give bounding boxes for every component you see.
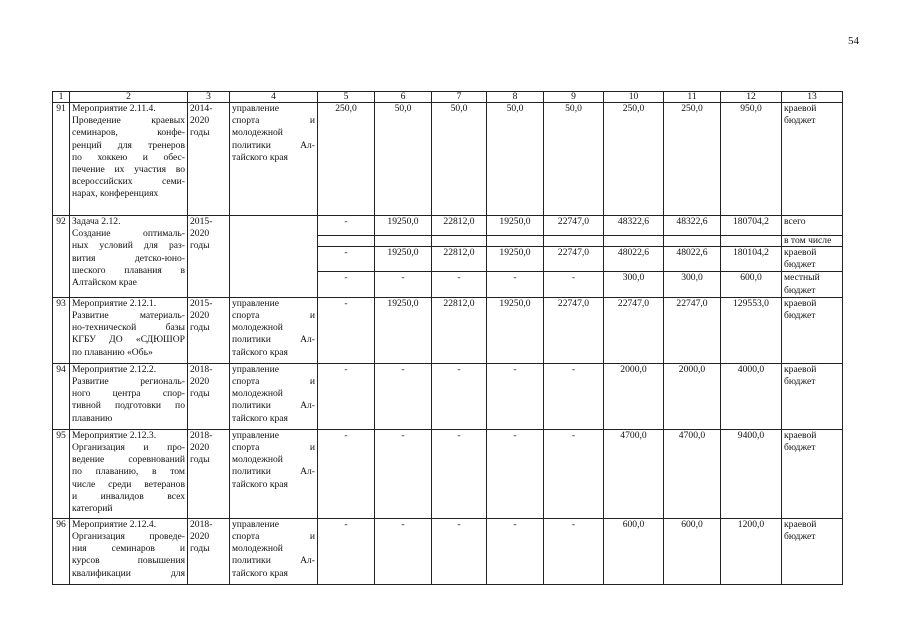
value-cell: 300,0 — [604, 272, 664, 297]
funding-source — [782, 247, 843, 272]
name-line: по плаванию, в том — [72, 466, 185, 478]
name-line: Развитие региональ- — [72, 376, 185, 388]
value-cell: 19250,0 — [487, 297, 544, 363]
years-line: 2020 — [190, 442, 210, 454]
executor-line: спорта и — [232, 115, 315, 127]
value-cell: 4700,0 — [604, 429, 664, 518]
value-cell: - — [432, 518, 487, 584]
executor-cell — [230, 429, 318, 518]
value-cell: 250,0 — [604, 103, 664, 216]
years-line: 2020 — [190, 115, 210, 127]
value-cell: 600,0 — [604, 518, 664, 584]
source-line: краевой — [784, 363, 817, 375]
value-cell: - — [487, 363, 544, 429]
name-line: ренций для тренеров — [72, 139, 185, 151]
value-cell: - — [487, 429, 544, 518]
name-line: ведение соревнований — [72, 454, 185, 466]
name-line: ных условий для раз- — [72, 240, 185, 252]
years-cell — [188, 518, 230, 584]
value-cell: - — [375, 363, 432, 429]
value-cell: 22747,0 — [544, 247, 604, 272]
measure-name — [70, 103, 188, 216]
value-cell: - — [318, 518, 375, 584]
column-header: 5 — [318, 92, 375, 103]
value-cell: 19250,0 — [375, 297, 432, 363]
name-line: по хоккею и обес- — [72, 151, 185, 163]
name-line: Создание оптималь- — [72, 228, 185, 240]
funding-source — [782, 103, 843, 216]
name-line: Мероприятие 2.12.1. — [72, 297, 157, 309]
name-line: но-технической базы — [72, 322, 185, 334]
value-cell: - — [432, 363, 487, 429]
value-cell: 22812,0 — [432, 297, 487, 363]
executor-cell — [230, 216, 318, 298]
value-cell: - — [375, 429, 432, 518]
value-cell: - — [544, 518, 604, 584]
name-line: вития детско-юно- — [72, 252, 185, 264]
value-cell: 2000,0 — [664, 363, 721, 429]
funding-source: всего — [782, 216, 843, 236]
value-cell: - — [318, 297, 375, 363]
table-row — [53, 103, 843, 216]
value-cell — [318, 236, 375, 247]
column-header: 12 — [721, 92, 782, 103]
executor-cell — [230, 297, 318, 363]
funding-source — [782, 297, 843, 363]
measure-name — [70, 363, 188, 429]
executor-line: политики Ал- — [232, 555, 315, 567]
value-cell: 250,0 — [664, 103, 721, 216]
value-cell: 19250,0 — [487, 247, 544, 272]
column-header: 6 — [375, 92, 432, 103]
years-line: 2020 — [190, 228, 210, 240]
source-line: краевой — [784, 429, 817, 441]
row-number: 96 — [53, 518, 70, 584]
years-line: годы — [190, 240, 210, 252]
years-line: годы — [190, 127, 210, 139]
years-line: 2014- — [190, 103, 213, 114]
years-cell — [188, 363, 230, 429]
executor-line: управление — [232, 429, 279, 441]
source-line: краевой — [784, 297, 817, 309]
page-number: 54 — [848, 35, 859, 47]
source-line: бюджет — [784, 310, 816, 322]
years-line: 2018- — [190, 363, 213, 375]
value-cell: - — [487, 272, 544, 297]
years-line: годы — [190, 543, 210, 555]
value-cell: - — [318, 429, 375, 518]
years-line: 2020 — [190, 531, 210, 543]
executor-line: тайского края — [232, 346, 288, 358]
table-row — [53, 216, 843, 236]
column-header: 4 — [230, 92, 318, 103]
value-cell: - — [487, 518, 544, 584]
executor-line: тайского края — [232, 478, 288, 490]
measure-name — [70, 216, 188, 298]
value-cell: 180704,2 — [721, 216, 782, 236]
value-cell — [487, 236, 544, 247]
years-line: 2015- — [190, 216, 213, 227]
years-cell — [188, 216, 230, 298]
source-line: бюджет — [784, 531, 816, 543]
source-line: бюджет — [784, 259, 816, 271]
value-cell: 2000,0 — [604, 363, 664, 429]
value-cell: 300,0 — [664, 272, 721, 297]
value-cell: 250,0 — [318, 103, 375, 216]
executor-line: управление — [232, 518, 279, 530]
column-header: 9 — [544, 92, 604, 103]
source-line: бюджет — [784, 376, 816, 388]
value-cell: - — [375, 518, 432, 584]
name-line: Развитие материаль- — [72, 310, 185, 322]
executor-line: управление — [232, 297, 279, 309]
value-cell: 50,0 — [487, 103, 544, 216]
executor-line: молодежной — [232, 454, 283, 466]
years-line: 2015- — [190, 297, 213, 309]
column-header: 11 — [664, 92, 721, 103]
value-cell: 50,0 — [375, 103, 432, 216]
executor-line: политики Ал- — [232, 334, 315, 346]
table-row — [53, 518, 843, 584]
value-cell: 129553,0 — [721, 297, 782, 363]
value-cell: 600,0 — [664, 518, 721, 584]
value-cell: - — [318, 247, 375, 272]
value-cell: - — [432, 429, 487, 518]
table-row — [53, 297, 843, 363]
source-line: бюджет — [784, 442, 816, 454]
executor-line: политики Ал- — [232, 139, 315, 151]
value-cell: 4700,0 — [664, 429, 721, 518]
value-cell: - — [544, 429, 604, 518]
name-line: КГБУ ДО «СДЮШОР — [72, 334, 185, 346]
funding-source — [782, 272, 843, 297]
value-cell: 19250,0 — [375, 247, 432, 272]
years-line: годы — [190, 388, 210, 400]
value-cell: 950,0 — [721, 103, 782, 216]
name-line: Организация и про- — [72, 442, 185, 454]
column-header: 10 — [604, 92, 664, 103]
funding-source: в том числе — [782, 236, 843, 247]
value-cell: 22812,0 — [432, 216, 487, 236]
value-cell: 22747,0 — [664, 297, 721, 363]
value-cell: 19250,0 — [375, 216, 432, 236]
executor-line: управление — [232, 103, 279, 114]
column-header: 1 — [53, 92, 70, 103]
name-line: Мероприятие 2.11.4. — [72, 103, 156, 114]
column-header: 7 — [432, 92, 487, 103]
source-line: краевой — [784, 247, 817, 258]
executor-line: молодежной — [232, 127, 283, 139]
value-cell: 9400,0 — [721, 429, 782, 518]
executor-cell — [230, 363, 318, 429]
name-line: Задача 2.12. — [72, 216, 121, 227]
executor-line: тайского края — [232, 412, 288, 424]
value-cell: 50,0 — [432, 103, 487, 216]
executor-line: молодежной — [232, 322, 283, 334]
executor-line: политики Ал- — [232, 466, 315, 478]
name-line: по плаванию «Обь» — [72, 346, 153, 358]
measure-name — [70, 297, 188, 363]
name-line: ного центра спор- — [72, 388, 185, 400]
executor-line: тайского края — [232, 567, 288, 579]
value-cell: 48022,6 — [604, 247, 664, 272]
measure-name — [70, 429, 188, 518]
years-cell — [188, 429, 230, 518]
source-line: бюджет — [784, 284, 816, 296]
name-line: ния семинаров и — [72, 543, 185, 555]
value-cell: 22747,0 — [604, 297, 664, 363]
name-line: и инвалидов всех — [72, 490, 185, 502]
value-cell — [544, 236, 604, 247]
value-cell — [721, 236, 782, 247]
value-cell: 48022,6 — [664, 247, 721, 272]
value-cell: 22812,0 — [432, 247, 487, 272]
value-cell: 48322,6 — [604, 216, 664, 236]
source-line: бюджет — [784, 115, 816, 127]
executor-cell — [230, 103, 318, 216]
row-number: 93 — [53, 297, 70, 363]
executor-line: политики Ал- — [232, 400, 315, 412]
name-line: квалификации для — [72, 567, 185, 579]
executor-line: спорта и — [232, 376, 315, 388]
name-line: семинаров, конфе- — [72, 127, 185, 139]
funding-source — [782, 518, 843, 584]
years-cell — [188, 103, 230, 216]
executor-line: управление — [232, 363, 279, 375]
name-line: тивной подготовки по — [72, 400, 185, 412]
years-line: 2018- — [190, 429, 213, 441]
executor-line: спорта и — [232, 442, 315, 454]
value-cell: 48322,6 — [664, 216, 721, 236]
years-cell — [188, 297, 230, 363]
name-line: Проведение краевых — [72, 115, 185, 127]
name-line: Организация проведе- — [72, 531, 185, 543]
value-cell: - — [375, 272, 432, 297]
value-cell: 19250,0 — [487, 216, 544, 236]
value-cell: 1200,0 — [721, 518, 782, 584]
column-header: 2 — [70, 92, 188, 103]
value-cell: - — [318, 363, 375, 429]
row-number: 95 — [53, 429, 70, 518]
source-line: местный — [784, 272, 820, 284]
row-number: 91 — [53, 103, 70, 216]
measure-name — [70, 518, 188, 584]
value-cell: - — [318, 216, 375, 236]
name-line: всероссийских семи- — [72, 176, 185, 188]
table-row — [53, 429, 843, 518]
executor-line: спорта и — [232, 310, 315, 322]
funding-source — [782, 363, 843, 429]
name-line: Мероприятие 2.12.3. — [72, 429, 157, 441]
years-line: 2018- — [190, 518, 213, 530]
budget-table — [52, 91, 843, 585]
value-cell: - — [318, 272, 375, 297]
name-line: числе среди ветеранов — [72, 478, 185, 490]
value-cell: 50,0 — [544, 103, 604, 216]
name-line: курсов повышения — [72, 555, 185, 567]
row-number: 92 — [53, 216, 70, 298]
value-cell: - — [544, 272, 604, 297]
value-cell: - — [432, 272, 487, 297]
name-line: шеского плавания в — [72, 264, 185, 276]
value-cell — [664, 236, 721, 247]
source-line: краевой — [784, 103, 817, 114]
column-header: 3 — [188, 92, 230, 103]
name-line: плаванию — [72, 412, 113, 424]
name-line: нарах, конференциях — [72, 188, 159, 200]
value-cell — [375, 236, 432, 247]
value-cell: 600,0 — [721, 272, 782, 297]
value-cell: 4000,0 — [721, 363, 782, 429]
column-header: 8 — [487, 92, 544, 103]
value-cell — [432, 236, 487, 247]
years-line: годы — [190, 454, 210, 466]
row-number: 94 — [53, 363, 70, 429]
executor-cell — [230, 518, 318, 584]
column-header: 13 — [782, 92, 843, 103]
executor-line: молодежной — [232, 543, 283, 555]
executor-line: тайского края — [232, 151, 288, 163]
name-line: Алтайском крае — [72, 277, 137, 289]
header-row — [53, 92, 843, 103]
value-cell: 180104,2 — [721, 247, 782, 272]
value-cell — [604, 236, 664, 247]
source-line: краевой — [784, 518, 817, 530]
name-line: Мероприятие 2.12.4. — [72, 518, 157, 530]
name-line: печение их участия во — [72, 164, 185, 176]
executor-line: спорта и — [232, 531, 315, 543]
name-line: категорий — [72, 503, 113, 515]
years-line: 2020 — [190, 376, 210, 388]
years-line: 2020 — [190, 310, 210, 322]
years-line: годы — [190, 322, 210, 334]
value-cell: 22747,0 — [544, 216, 604, 236]
name-line: Мероприятие 2.12.2. — [72, 363, 157, 375]
funding-source — [782, 429, 843, 518]
value-cell: - — [544, 363, 604, 429]
value-cell: 22747,0 — [544, 297, 604, 363]
executor-line: молодежной — [232, 388, 283, 400]
table-row — [53, 363, 843, 429]
